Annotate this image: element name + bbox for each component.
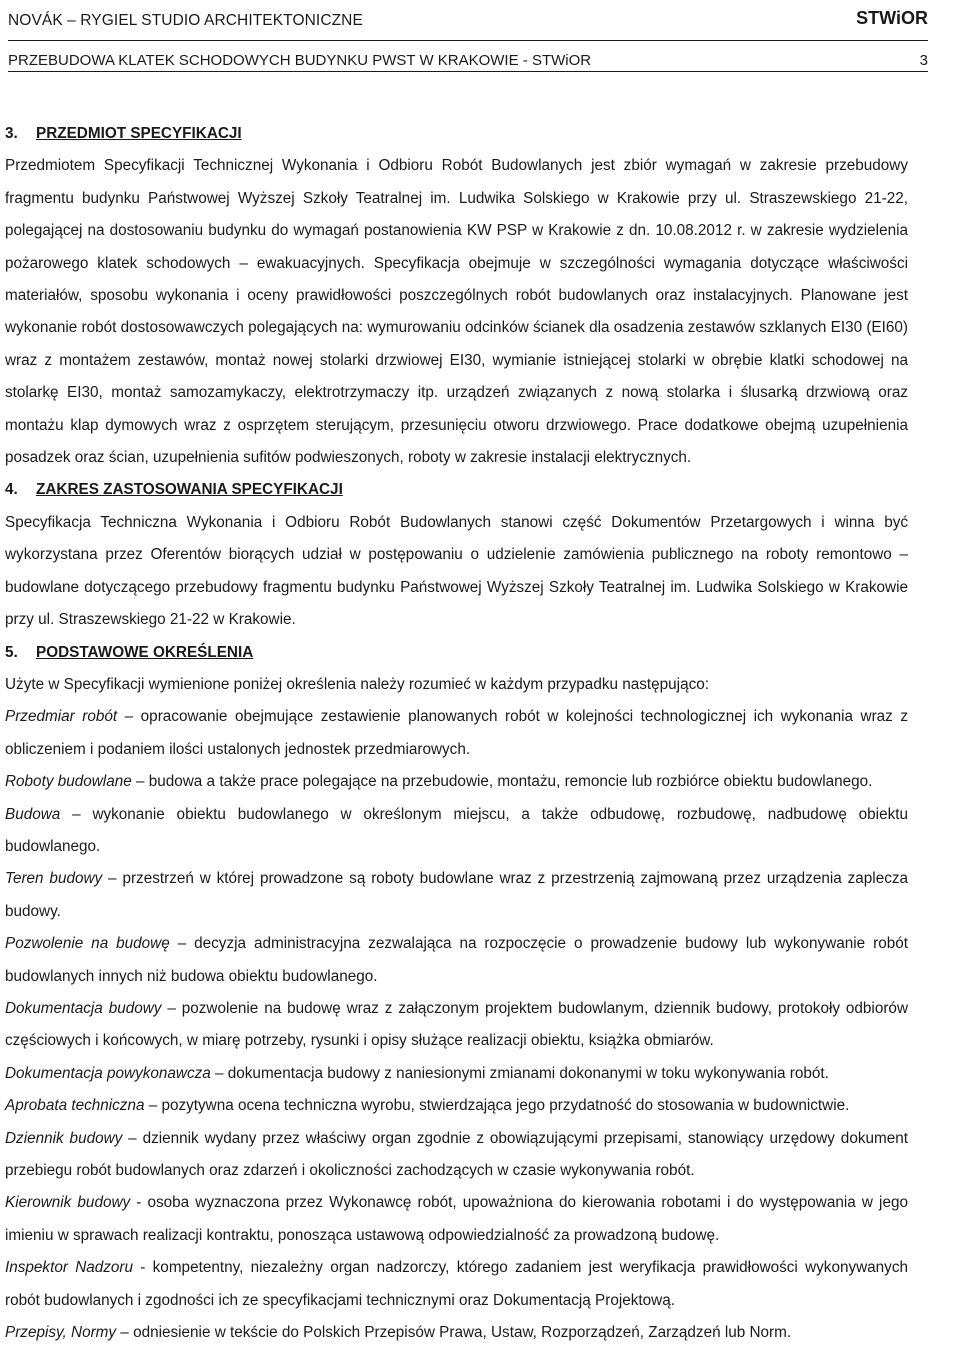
definition-term: Dziennik budowy [5, 1129, 123, 1147]
definition-term: Pozwolenie na budowę [5, 935, 170, 953]
definition-text: – pozwolenie na budowę wraz z załączonym projektem budowlanym, dziennik budowy, protokoły odbiorów częściowych i końcowych, w miarę potrzeby, rysunki i opisy służące realizacji obiektu, książka obmiarów. [5, 999, 908, 1050]
definition-term: Budowa [5, 805, 61, 823]
definition-item [5, 799, 908, 864]
document-body [5, 118, 908, 1349]
section-5-intro: Użyte w Specyfikacji wymienione poniżej określenia należy rozumieć w każdym przypadku następująco: [5, 675, 709, 693]
definition-item [5, 1123, 908, 1188]
header-top-row [8, 0, 928, 41]
definition-text: – dokumentacja budowy z naniesionymi zmianami dokonanymi w toku wykonywania robót. [210, 1064, 829, 1082]
section-title: PODSTAWOWE OKREŚLENIA [36, 643, 254, 661]
definition-text: – decyzja administracyjna zezwalająca na rozpoczęcie o prowadzenie budowy lub wykonywanie robót budowlanych innych niż budowa obiektu budowlanego. [5, 935, 908, 985]
definition-text: – odniesienie w tekście do Polskich Przepisów Prawa, Ustaw, Rozporządzeń, Zarządzeń lub Norm. [116, 1324, 792, 1342]
definition-text: - osoba wyznaczona przez Wykonawcę robót, upoważniona do kierowania robotami i do występowania w jego imieniu w sprawach realizacji kontraktu, ponosząca ustawową odpowiedzialność za prowadzoną budowę. [5, 1194, 908, 1244]
section-number: 3. [5, 125, 18, 142]
section-title: PRZEDMIOT SPECYFIKACJI [36, 125, 242, 142]
section-heading-3 [5, 118, 908, 150]
definition-item [5, 928, 908, 993]
section-title: ZAKRES ZASTOSOWANIA SPECYFIKACJI [36, 481, 343, 499]
definition-term: Dokumentacja powykonawcza [5, 1064, 211, 1082]
definition-item [5, 1187, 908, 1252]
definition-term: Przepisy, Normy [5, 1324, 117, 1342]
section-3-paragraph: Przedmiotem Specyfikacji Technicznej Wykonania i Odbioru Robót Budowlanych jest zbiór wymagań w zakresie przebudowy fragmentu budynku Państwowej Wyższej Szkoły Teatralnej im. Ludwika Solskiego w Krakowie przy ul. Straszewskiego 21-22, polegającej na dostosowaniu budynku do wymagań postanowienia KW PSP w Krakowie z dn. 10.08.2012 r. w zakresie wydzielenia pożarowego klatek schodowych – ewakuacyjnych. Specyfikacja obejmuje w szczególności wymagania dotyczące właściwości materiałów, sposobu wykonania i oceny prawidłowości poszczególnych robót budowlanych oraz instalacyjnych. Planowane jest wykonanie robót dostosowawczych polegających na: wymurowaniu odcinków ścianek dla osadzenia zestawów szklanych EI30 (EI60) wraz z montażem zestawów, montaż nowej stolarki drzwiowej EI30, wymianie istniejącej stolarki w obrębie klatki schodowej na stolarkę EI30, montaż samozamykaczy, elektrotrzymaczy itp. urządzeń związanych z nową stolarka i ślusarką drzwiową oraz montażu klap dymowych wraz z osprzętem sterującym, przesunięciu otworu drzwiowego. Prace dodatkowe obejmą uzupełnienia posadzek oraz ścian, uzupełnienia sufitów podwieszonych, roboty w zakresie instalacji elektrycznych. [5, 157, 908, 467]
definition-item [5, 863, 908, 928]
definition-item [5, 766, 908, 798]
definition-term: Przedmiar robót [5, 708, 118, 726]
brand-name: STWiOR [856, 8, 928, 28]
definition-item [5, 701, 908, 766]
definition-item [5, 1252, 908, 1317]
definition-item [5, 1058, 908, 1090]
header-bottom-row [8, 41, 928, 72]
definition-text: – przestrzeń w której prowadzone są roboty budowlane wraz z przestrzenią zajmowaną przez urządzenia zaplecza budowy. [5, 870, 909, 920]
definition-item [5, 1317, 908, 1349]
definition-term: Dokumentacja budowy [5, 999, 162, 1017]
definition-term: Inspektor Nadzoru [5, 1259, 134, 1277]
section-4-paragraph: Specyfikacja Techniczna Wykonania i Odbioru Robót Budowlanych stanowi część Dokumentów Przetargowych i winna być wykorzystana przez Oferentów biorących udział w postępowaniu o udzielenie zamówienia publicznego na roboty remontowo – budowlane dotyczącego przebudowy fragmentu budynku Państwowej Wyższej Szkoły Teatralnej im. Ludwika Solskiego w Krakowie przy ul. Straszewskiego 21-22 w Krakowie. [5, 513, 908, 629]
section-heading-4 [5, 474, 908, 506]
definition-text: – budowa a także prace polegające na przebudowie, montażu, remoncie lub rozbiórce obiektu budowlanego. [131, 773, 873, 791]
definition-text: – dziennik wydany przez właściwy organ zgodnie z obowiązującymi przepisami, stanowiący urzędowy dokument przebiegu robót budowlanych oraz zdarzeń i okoliczności zachodzących w czasie wykonywania robót. [5, 1129, 908, 1179]
definition-term: Kierownik budowy [5, 1194, 131, 1212]
section-number: 5. [5, 643, 18, 661]
definition-term: Roboty budowlane [5, 773, 132, 791]
definition-text: – pozytywna ocena techniczna wyrobu, stwierdzająca jego przydatność do stosowania w budownictwie. [144, 1097, 850, 1115]
definition-term: Teren budowy [5, 870, 103, 888]
definition-text: – wykonanie obiektu budowlanego w określonym miejscu, a także odbudowę, rozbudowę, nadbudowę obiektu budowlanego. [5, 805, 908, 855]
page-number: 3 [919, 52, 928, 69]
section-heading-5 [5, 637, 908, 669]
definition-term: Aprobata techniczna [5, 1097, 145, 1115]
definition-item [5, 993, 908, 1058]
definition-item [5, 1090, 908, 1122]
definition-text: – opracowanie obejmujące zestawienie planowanych robót w kolejności technologicznej ich wykonania wraz z obliczeniem i podaniem ilości ustalonych jednostek przedmiarowych. [5, 708, 908, 758]
definition-text: - kompetentny, niezależny organ nadzorczy, którego zadaniem jest weryfikacja prawidłowości wykonywanych robót budowlanych i zgodności ich ze specyfikacjami technicznymi oraz Dokumentacją Projektową. [5, 1259, 908, 1309]
section-number: 4. [5, 481, 18, 499]
page-header [8, 0, 928, 72]
studio-name: NOVÁK – RYGIEL STUDIO ARCHITEKTONICZNE [8, 12, 363, 29]
document-subtitle: PRZEBUDOWA KLATEK SCHODOWYCH BUDYNKU PWST W KRAKOWIE - STWiOR [8, 52, 592, 69]
